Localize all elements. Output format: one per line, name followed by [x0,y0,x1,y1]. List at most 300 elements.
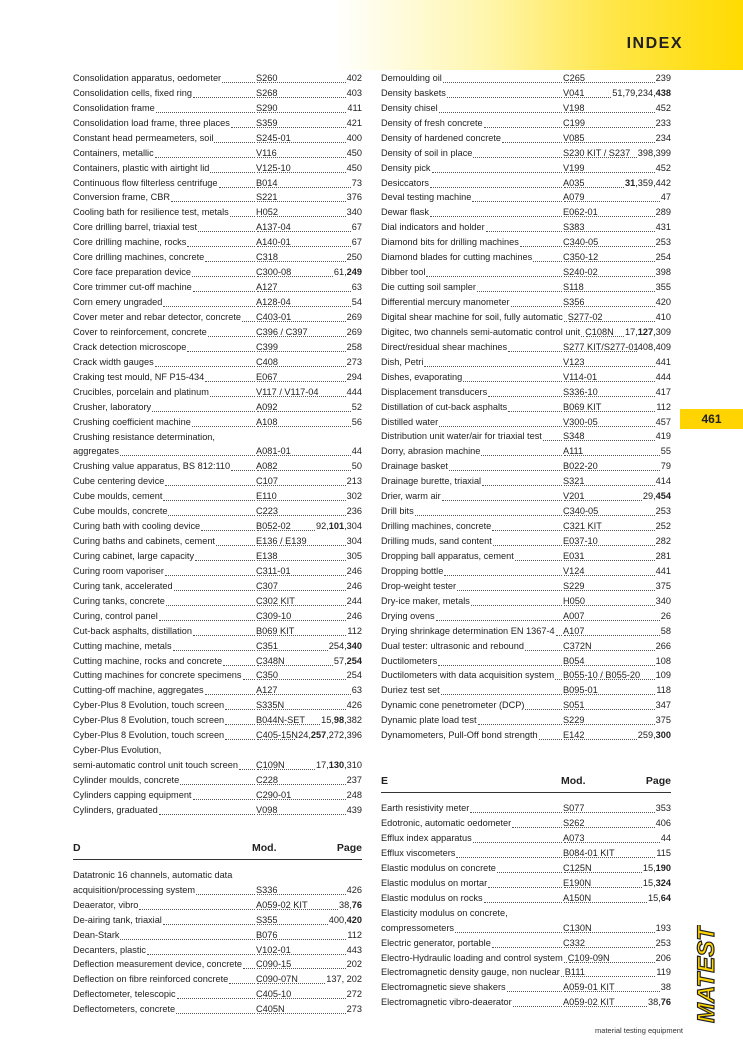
dot-leader [257,500,346,501]
entry-page-ref [256,191,362,206]
page-number: 55 [660,446,671,457]
page-number: 444 [346,386,362,397]
dot-leader [165,575,255,576]
dot-leader [210,172,255,173]
index-entry: Crack width gauges C408 273 [73,355,362,370]
entry-page-ref [563,669,671,684]
page-number: 56 [351,416,362,427]
dot-leader [257,575,346,576]
left-column [73,71,362,1017]
dot-leader [257,954,346,955]
entry-name: Dish, Petri [381,356,424,367]
entry-name: Elastic modulus on concrete [381,862,496,873]
dot-leader [564,127,655,128]
index-entry-heading [381,906,671,921]
dot-leader [214,142,255,143]
page-number: 254 [655,252,671,263]
page-number: 202 [346,959,362,970]
entry-page-ref [563,921,671,936]
dot-leader [201,530,255,531]
dot-leader [564,351,637,352]
dot-leader [564,842,660,843]
entry-name: Curing tanks, concrete [73,595,165,606]
index-entry: Diamond bits for drilling machines C340-05 253 [381,235,671,250]
dot-leader [564,812,655,813]
entry-page-ref [256,370,362,385]
page-number: 421 [346,117,362,128]
dot-leader [257,82,346,83]
entry-page-ref [256,579,362,594]
entry-name: Elastic modulus on mortar [381,877,488,888]
dot-leader [569,321,655,322]
page-number-bold: 438 [655,87,671,98]
page-number: 411 [347,102,362,113]
dot-leader [231,470,255,471]
dot-leader [424,366,562,367]
entry-name: compressometers [381,922,455,933]
dot-leader [564,500,642,501]
page-number: 403 [346,87,362,98]
entry-name: Crusher, laboratory [73,401,152,412]
dot-leader [257,426,351,427]
page-number-bold: 420 [346,914,362,925]
dot-leader [564,635,660,636]
entry-page-ref [563,355,671,370]
index-entry: Dean-Stark B076 112 [73,928,362,943]
entry-name: acquisition/processing system [73,884,196,895]
page-number: 347 [655,700,671,711]
dot-leader [512,827,562,828]
entry-name: Cyber-Plus 8 Evolution, touch screen [73,715,225,726]
dot-leader [225,739,255,740]
dot-leader [257,894,346,895]
page-number: 294 [346,371,362,382]
entry-name: Direct/residual shear machines [381,341,508,352]
dot-leader [502,142,562,143]
entry-name: Deval testing machine [381,192,472,203]
index-entry: Cover meter and rebar detector, concrete C403-01 269 [73,310,362,325]
page-number: 119 [656,967,671,978]
dot-leader [257,201,346,202]
page-number: 355 [655,282,671,293]
dot-leader [497,872,562,873]
page-number: 254, [328,640,347,651]
dot-leader [257,998,346,999]
dot-leader [155,157,255,158]
entry-page-ref [563,250,671,265]
page-number: 250 [346,252,362,263]
index-entry: Deflectometer, telescopic C405-10 272 [73,987,362,1002]
dot-leader [257,336,346,337]
entry-name: Crushing resistance determination, [73,431,215,442]
entry-name: Crushing value apparatus, BS 812:110 [73,461,231,472]
entry-name: Continuous flow filterless centrifuge [73,177,218,188]
page-number: 248 [346,789,362,800]
section-e-list [381,801,671,1010]
page-number: 282 [655,536,671,547]
entry-name: Curing bath with cooling device [73,521,201,532]
page-number: 402 [346,72,362,83]
entry-page-ref [563,534,671,549]
index-entry-heading [73,868,362,883]
dot-leader [508,411,562,412]
page-number-bold: 254 [346,655,362,666]
dot-leader [486,231,562,232]
page-number: 63 [351,282,362,293]
dot-leader [225,709,255,710]
page-number: 112 [656,401,671,412]
dot-leader [208,336,255,337]
dot-leader [239,769,255,770]
dot-leader [257,142,346,143]
dot-leader [564,261,655,262]
dot-leader [447,97,562,98]
page-number: 305 [346,550,362,561]
index-entry: Curing tanks, concrete C302 KIT 244 [73,594,362,609]
dot-leader [493,545,562,546]
entry-name: Density of hardened concrete [381,132,502,143]
page-number: 266 [655,640,671,651]
page-number: 408,409 [637,341,671,352]
dot-leader [257,396,346,397]
entry-name: Drainage burette, triaxial [381,476,482,487]
entry-name: Desiccators [381,177,429,188]
entry-name: Consolidation cells, fixed ring [73,87,192,98]
dot-leader [564,381,655,382]
dot-leader [564,739,637,740]
page-number: 108 [655,655,671,666]
entry-name: Corn emery ungraded [73,297,163,308]
entry-page-ref [256,280,362,295]
entry-name: Edotronic, automatic oedometer [381,818,512,829]
dot-leader [195,560,255,561]
dot-leader [543,440,562,441]
matest-logo [686,925,726,1025]
dot-leader [165,485,255,486]
dot-leader [556,635,562,636]
index-entry: Curing baths and cabinets, cement E136 / E139 304 [73,534,362,549]
dot-leader [511,306,563,307]
entry-name: Curing room vaporiser [73,565,164,576]
entry-page-ref [563,504,671,519]
dot-leader [257,455,351,456]
dot-leader [432,172,562,173]
right-column [381,71,671,1010]
dot-leader [196,894,255,895]
entry-name: Density pick [381,162,431,173]
index-entry: Curing cabinet, large capacity E138 305 [73,549,362,564]
dot-leader [481,455,562,456]
dot-leader [173,650,255,651]
page-title: INDEX [626,35,683,52]
dot-leader [564,872,642,873]
index-entry: Density of soil in place S230 KIT / S237 398,399 [381,146,671,161]
entry-page-ref [256,71,362,86]
entry-page-ref [563,489,671,504]
section-e-label: E [381,775,389,788]
entry-name: Deflectometers, concrete [73,1004,176,1015]
page-number-bold: 454 [655,491,671,502]
entry-page-ref [256,713,362,728]
page-number: 253 [655,506,671,517]
dot-leader [168,515,255,516]
entry-page-ref [256,534,362,549]
page-number-bold: 190 [655,862,671,873]
dot-leader [564,216,655,217]
entry-name: Drilling muds, sand content [381,536,492,547]
entry-name: Drainage basket [381,461,448,472]
entry-page-ref [568,951,671,966]
entry-name: Density baskets [381,87,446,98]
entry-page-ref [256,415,362,430]
index-entry: Deflectometers, concrete C405N 273 [73,1002,362,1017]
entry-page-ref [256,883,362,898]
entry-page-ref [563,370,671,385]
index-entry: Density baskets V041 51,79,234, 438 [381,86,671,101]
dot-leader [257,909,338,910]
dot-leader [257,216,346,217]
index-entry: Earth resistivity meter S077 353 [381,801,671,816]
entry-page-ref [563,816,671,831]
dot-leader [198,231,255,232]
index-entry: Decanters, plastic V102-01 443 [73,943,362,958]
dot-leader [225,724,255,725]
page-number-bold: 257 [310,730,327,741]
entry-page-ref [563,624,671,639]
entry-page-ref [563,161,671,176]
entry-page-ref [563,430,671,445]
entry-name: Dry-ice maker, metals [381,595,470,606]
page-number-bold: 76 [660,997,671,1008]
dot-leader [257,411,351,412]
entry-page-ref [563,713,671,728]
dot-leader [564,857,655,858]
logo-text: MATEST [693,926,720,1023]
index-entry: Edotronic, automatic oedometer S262 406 [381,816,671,831]
dot-leader [561,976,564,977]
entry-page-ref [565,966,671,981]
dot-leader [449,470,562,471]
entry-name: Cutting machine, rocks and concrete [73,655,223,666]
dot-leader [257,739,295,740]
dot-leader [257,665,333,666]
index-entry: Elastic modulus on mortar E190N 15, 324 [381,876,671,891]
page-number-bold: 324 [655,877,671,888]
index-entry: Direct/residual shear machines S277 KIT/S277-01 408,409 [381,340,671,355]
entry-page-ref [256,459,362,474]
entry-name: Digital shear machine for soil, fully automatic [381,311,563,322]
page-number: 431 [655,222,671,233]
page-number: ,304 [344,521,362,532]
dot-leader [257,306,351,307]
entry-page-ref [563,444,671,459]
page-number: 112 [347,625,362,636]
dot-leader [257,814,346,815]
entry-name: Cut-back asphalts, distillation [73,625,192,636]
page-number: 252 [655,521,671,532]
index-entry: Density chisel V198 452 [381,101,671,116]
entry-page-ref [563,891,671,906]
dot-leader [193,291,255,292]
entry-page-ref [256,176,362,191]
page-number: 281 [655,550,671,561]
entry-name: Craking test mould, NF P15-434 [73,371,205,382]
dot-leader [163,500,255,501]
page-number: 47 [660,192,671,203]
index-entry: Digital shear machine for soil, fully automatic S277-02 410 [381,310,671,325]
dot-leader [564,187,624,188]
dot-leader [478,724,563,725]
entry-name: Dial indicators and holder [381,222,485,233]
entry-name: Efflux index apparatus [381,833,472,844]
dot-leader [564,201,660,202]
page-number-bold: 340 [346,640,362,651]
page-number: 51,79,234, [612,87,656,98]
index-entry: Curing tank, accelerated C307 246 [73,579,362,594]
entry-page-ref [256,250,362,265]
index-entry: Elastic modulus on concrete C125N 15, 190 [381,861,671,876]
index-entry: Dynamic cone penetrometer (DCP) S051 347 [381,698,671,713]
index-entry: Dishes, evaporating V114-01 444 [381,370,671,385]
page-number: 419 [655,431,671,442]
page-number: 246 [346,610,362,621]
index-entry: Consolidation apparatus, oedometer S260 402 [73,71,362,86]
dot-leader [257,381,346,382]
entry-page-ref [563,980,671,995]
index-entry: Distillation of cut-back asphalts B069 KIT 112 [381,400,671,415]
dot-leader [257,485,346,486]
dot-leader [586,336,624,337]
page-number-bold: 76 [351,899,362,910]
entry-page-ref [563,146,671,161]
dot-leader [525,709,562,710]
dot-leader [187,246,255,247]
section-e-header [381,773,671,793]
dot-leader [229,983,255,984]
index-entry: Cutting machine, rocks and concrete C348N 57, 254 [73,654,362,669]
page-number: 269 [346,311,362,322]
index-entry: Consolidation frame S290 411 [73,101,362,116]
index-entry: Drop-weight tester S229 375 [381,579,671,594]
entry-page-ref [563,801,671,816]
page-number: 54 [351,297,362,308]
dot-leader [477,291,562,292]
index-entry: Continuous flow filterless centrifuge B014 73 [73,176,362,191]
entry-page-ref [256,116,362,131]
footer-text: material testing equipment [595,1026,683,1035]
entry-name: Deflectometer, telescopic [73,989,176,1000]
entry-name: Cutting-off machine, aggregates [73,685,204,696]
index-entry: aggregates A081-01 44 [73,444,362,459]
index-entry: Efflux viscometers B084-01 KIT 115 [381,846,671,861]
index-entry: Containers, plastic with airtight lid V125-10 450 [73,161,362,176]
index-entry: Cylinder moulds, concrete C228 237 [73,773,362,788]
index-entry: Cutting machines for concrete specimens C350 254 [73,669,362,684]
entry-page-ref [256,101,362,116]
entry-page-ref [563,116,671,131]
entry-name: Elastic modulus on rocks [381,892,483,903]
entry-name: Electro-Hydraulic loading and control system [381,952,563,963]
dot-leader [192,276,255,277]
dot-leader [564,650,655,651]
entry-page-ref [563,340,671,355]
mod-column-label: Mod. [561,775,586,788]
dot-leader [441,694,562,695]
entry-page-ref [256,928,362,943]
dot-leader [257,545,346,546]
entry-name: Conversion frame, CBR [73,192,171,203]
page-number: ,272,396 [326,730,362,741]
dot-leader [257,291,351,292]
dot-leader [473,157,562,158]
page-number: 258 [346,341,362,352]
index-entry: Dorry, abrasion machine A111 55 [381,444,671,459]
entry-page-ref [256,898,362,913]
page-number: 244 [346,595,362,606]
entry-page-ref [256,773,362,788]
entry-name: Digitec, two channels semi-automatic control unit [381,326,581,337]
index-entry: Drainage basket B022-20 79 [381,459,671,474]
dot-leader [257,97,346,98]
page-number: .24, [295,730,311,741]
dot-leader [564,366,655,367]
entry-page-ref [563,474,671,489]
dot-leader [163,924,255,925]
entry-page-ref [563,71,671,86]
entry-page-ref [563,385,671,400]
entry-page-ref [256,698,362,713]
index-entry: Electromagnetic sieve shakers A059-01 KIT 38 [381,980,671,995]
page-number: 63 [351,685,362,696]
dot-leader [564,485,655,486]
index-entry: Dual tester: ultrasonic and rebound C372N 266 [381,639,671,654]
entry-name: Electric generator, portable [381,937,491,948]
left-entry-list [73,71,362,818]
index-entry: Diamond blades for cutting machines C350-12 254 [381,250,671,265]
page-number: 443 [346,944,362,955]
entry-name: Consolidation apparatus, oedometer [73,72,222,83]
entry-name: Dropping bottle [381,565,444,576]
page-number: 439 [346,804,362,815]
index-entry: Drainage burette, triaxial S321 414 [381,474,671,489]
dot-leader [243,968,255,969]
index-entry: Cooling bath for resilience test, metals H052 340 [73,205,362,220]
dot-leader [463,381,562,382]
entry-name: Ductilometers [381,655,438,666]
entry-page-ref [563,876,671,891]
entry-name: Efflux viscometers [381,847,456,858]
entry-name: Containers, plastic with airtight lid [73,162,210,173]
page-number: 67 [351,237,362,248]
entry-page-ref [256,549,362,564]
dot-leader [564,82,655,83]
entry-name: Datatronic 16 channels, automatic data [73,869,233,880]
dot-leader [436,620,562,621]
dot-leader [257,968,346,969]
dot-leader [257,112,346,113]
dot-leader [564,827,655,828]
page-number: 17, [624,326,638,337]
index-entry: Deval testing machine A079 47 [381,191,671,206]
entry-page-ref [256,669,362,684]
page-number: 213 [346,476,362,487]
dot-leader [159,814,255,815]
entry-page-ref [563,459,671,474]
entry-page-ref [256,594,362,609]
dot-leader [513,1006,562,1007]
dot-leader [210,396,255,397]
entry-name: Duriez test set [381,685,440,696]
